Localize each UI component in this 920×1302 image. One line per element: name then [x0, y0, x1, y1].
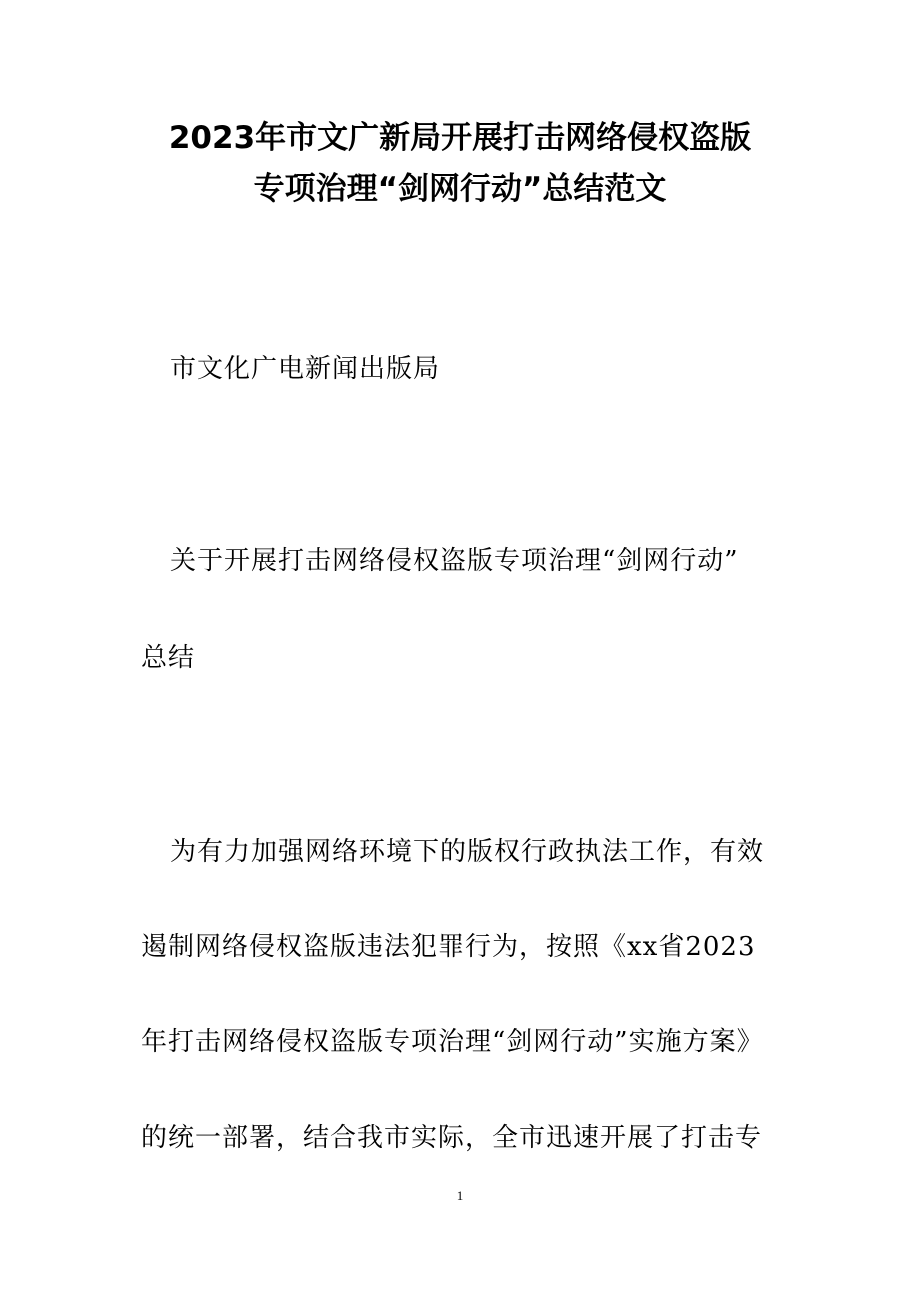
page-number: 1 — [456, 1188, 464, 1203]
issuer-line: 市文化广电新闻出版局 — [170, 354, 441, 384]
body-line-1: 为有力加强网络环境下的版权行政执法工作，有效 — [170, 837, 765, 867]
subject-line-1: 关于开展打击网络侵权盗版专项治理“剑网行动” — [170, 546, 739, 576]
body-line-2: 遏制网络侵权盗版违法犯罪行为，按照《xx省2023 — [141, 932, 756, 962]
subject-line-2: 总结 — [141, 643, 196, 673]
document-title-line-2: 专项治理“剑网行动”总结范文 — [253, 171, 667, 207]
body-line-3: 年打击网络侵权盗版专项治理“剑网行动”实施方案》 — [141, 1027, 764, 1057]
document-title-line-1: 2023年市文广新局开展打击网络侵权盗版 — [168, 120, 752, 156]
body-line-4: 的统一部署，结合我市实际，全市迅速开展了打击专 — [141, 1123, 763, 1153]
